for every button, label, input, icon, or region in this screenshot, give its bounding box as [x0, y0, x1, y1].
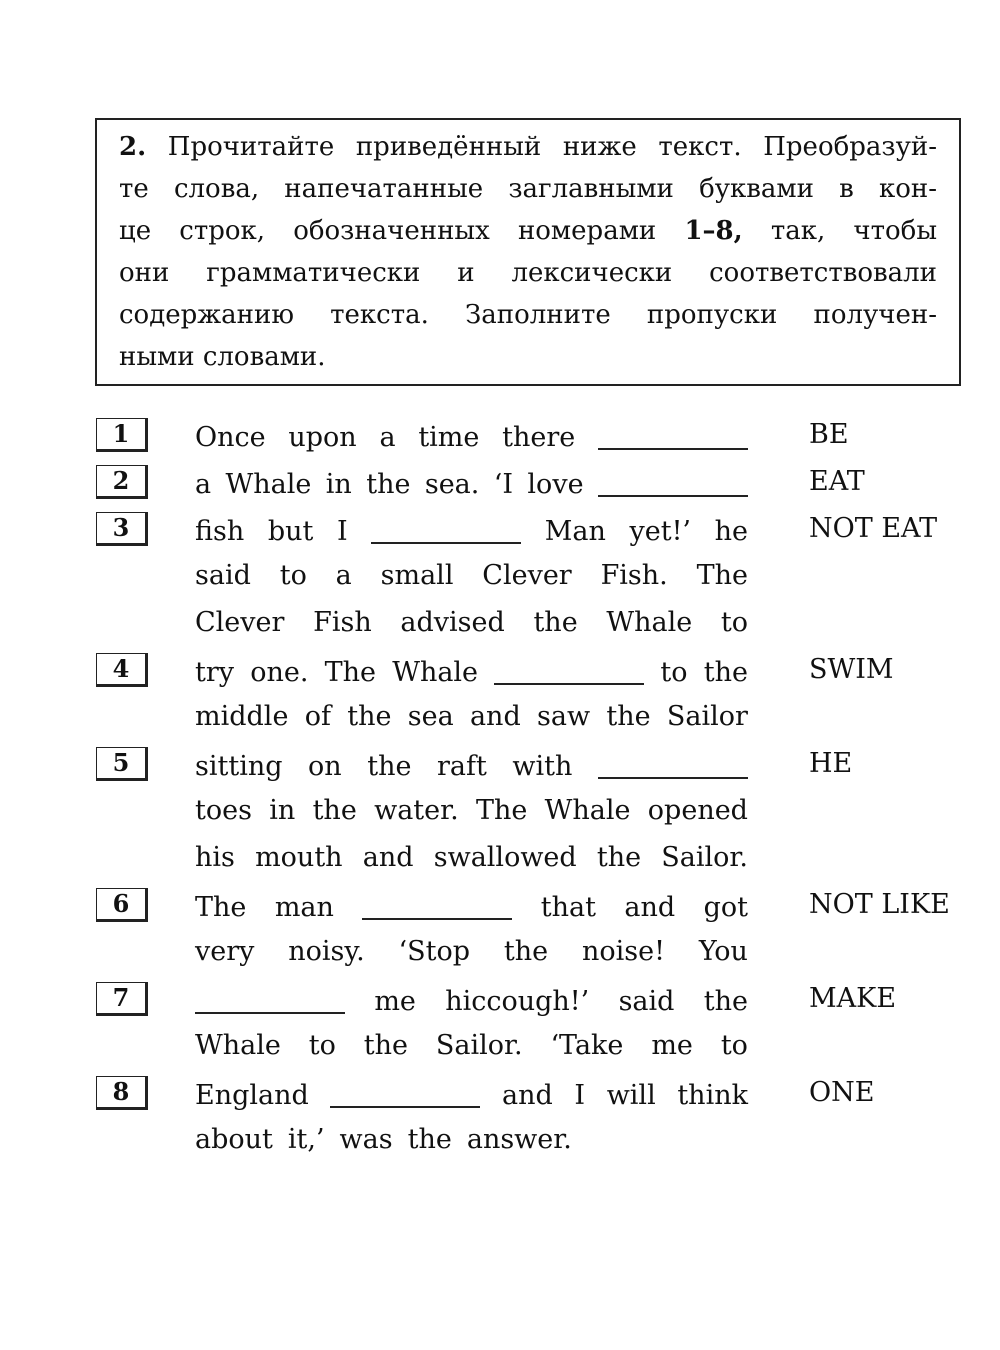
text-line-15: England and I will think — [195, 1072, 748, 1114]
task-line-5: содержанию текста. Заполните пропуски получен- — [119, 300, 937, 330]
text-line-8: sitting on the raft with — [195, 743, 748, 785]
text-line-11: The man that and got — [195, 884, 748, 926]
keyword-7: MAKE — [809, 983, 897, 1014]
text-line-13: me hiccough!’ said the — [195, 978, 748, 1020]
text-line-14: Whale to the Sailor. ‘Take me to — [195, 1030, 748, 1061]
text-line-10: his mouth and swallowed the Sailor. — [195, 842, 748, 873]
task-range: 1–8, — [684, 216, 743, 246]
blank-8[interactable] — [330, 1076, 480, 1108]
blank-7[interactable] — [195, 982, 345, 1014]
task-line-3: це строк, обозначенных номерами 1–8, так, чтобы — [119, 216, 938, 246]
task-line-1: 2. Прочитайте приведённый ниже текст. Преобразуй- — [119, 132, 937, 162]
blank-4[interactable] — [494, 653, 644, 685]
keyword-1: BE — [809, 419, 849, 450]
keyword-4: SWIM — [809, 654, 894, 685]
keyword-2: EAT — [809, 466, 865, 497]
item-number-1: 1 — [96, 418, 148, 452]
text-line-6: try one. The Whale to the — [195, 649, 748, 691]
keyword-5: HE — [809, 748, 853, 779]
text-line-5: Clever Fish advised the Whale to — [195, 607, 748, 638]
blank-2[interactable] — [598, 465, 748, 497]
item-number-2: 2 — [96, 465, 148, 499]
text-line-9: toes in the water. The Whale opened — [195, 795, 748, 826]
text-line-12: very noisy. ‘Stop the noise! You — [195, 936, 748, 967]
keyword-8: ONE — [809, 1077, 875, 1108]
text-line-7: middle of the sea and saw the Sailor — [195, 701, 748, 732]
item-number-6: 6 — [96, 888, 148, 922]
text-line-3: fish but I Man yet!’ he — [195, 508, 748, 550]
item-number-8: 8 — [96, 1076, 148, 1110]
blank-3[interactable] — [371, 512, 521, 544]
item-number-3: 3 — [96, 512, 148, 546]
keyword-6: NOT LIKE — [809, 889, 950, 920]
blank-6[interactable] — [362, 888, 512, 920]
keyword-3: NOT EAT — [809, 513, 938, 544]
blank-1[interactable] — [598, 418, 748, 450]
text-line-2: a Whale in the sea. ‘I love — [195, 461, 748, 503]
item-number-4: 4 — [96, 653, 148, 687]
text-line-4: said to a small Clever Fish. The — [195, 560, 748, 591]
text-line-1: Once upon a time there — [195, 414, 748, 456]
blank-5[interactable] — [598, 747, 748, 779]
task-instruction-box — [95, 118, 961, 386]
task-line-4: они грамматически и лексически соответствовали — [119, 258, 937, 288]
task-number: 2. — [119, 132, 147, 162]
task-line-6: ными словами. — [119, 342, 326, 372]
task-line-2: те слова, напечатанные заглавными буквами в кон- — [119, 174, 937, 204]
item-number-5: 5 — [96, 747, 148, 781]
item-number-7: 7 — [96, 982, 148, 1016]
text-line-16: about it,’ was the answer. — [195, 1124, 572, 1155]
